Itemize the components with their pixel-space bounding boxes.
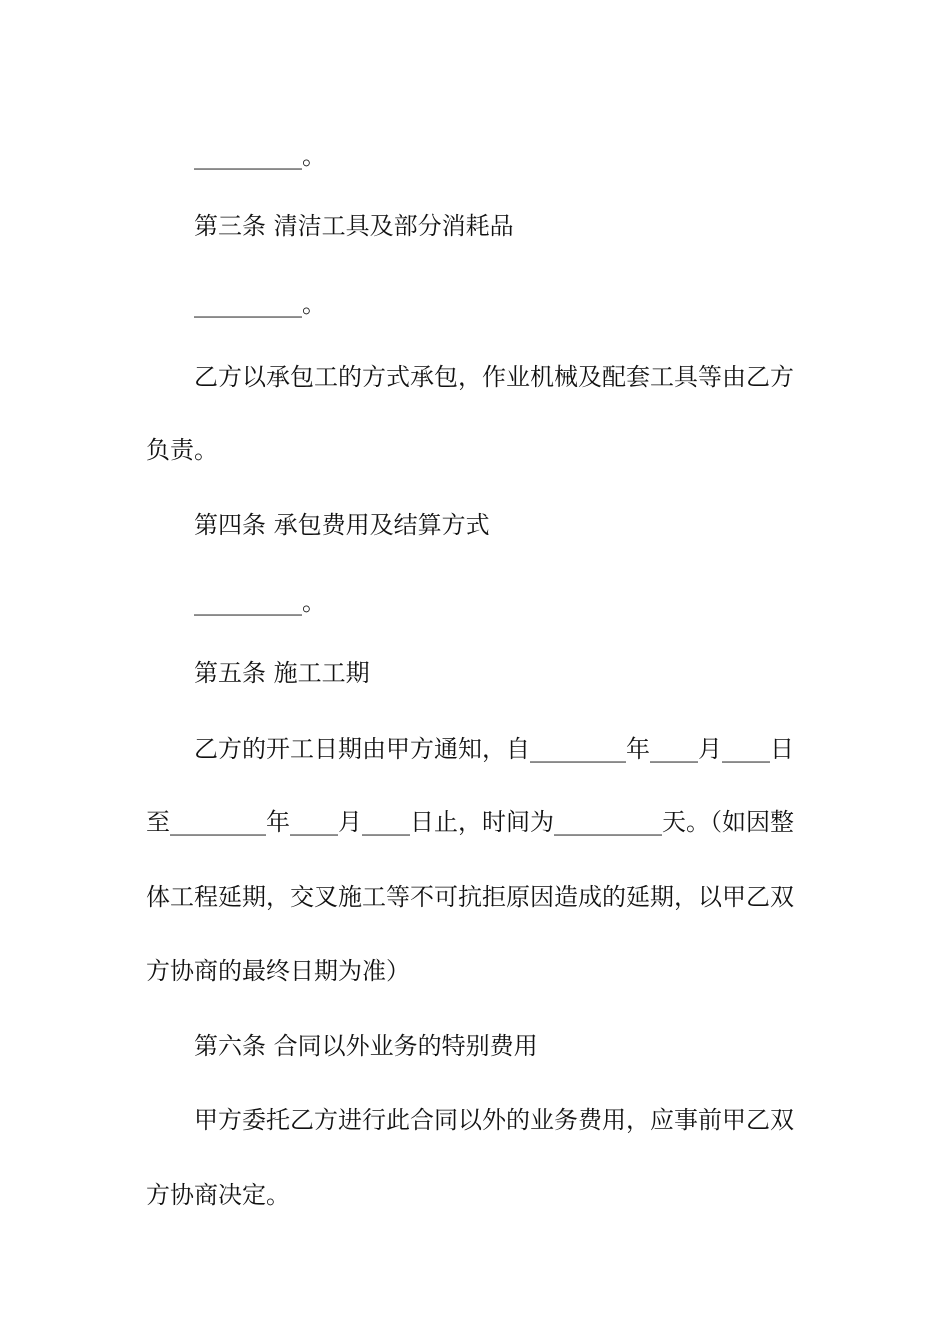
article-3-body-line-2: 负责。 bbox=[146, 436, 218, 464]
blank-line-1: _________。 bbox=[194, 142, 326, 170]
article-5-body-line-2-text: 至________年____月____日止，时间为_________天。（如因整 bbox=[146, 808, 794, 836]
article-5-heading: 第五条 施工工期 bbox=[194, 659, 370, 687]
article-3-heading: 第三条 清洁工具及部分消耗品 bbox=[194, 212, 514, 240]
blank-line-3: _________。 bbox=[194, 588, 326, 616]
article-5-body-line-3 bbox=[146, 885, 804, 909]
article-5-body-line-2 bbox=[146, 810, 804, 834]
article-3-body-line-1 bbox=[194, 365, 804, 389]
article-5-body-line-3-text: 体工程延期，交叉施工等不可抗拒原因造成的延期，以甲乙双 bbox=[146, 883, 794, 911]
article-3-body-line-1-text: 乙方以承包工的方式承包，作业机械及配套工具等由乙方 bbox=[194, 363, 794, 391]
article-6-body-line-1 bbox=[194, 1108, 804, 1132]
article-5-body-line-1-text: 乙方的开工日期由甲方通知，自________年____月____日 bbox=[194, 735, 794, 763]
article-4-heading: 第四条 承包费用及结算方式 bbox=[194, 511, 490, 539]
article-6-body-line-2: 方协商决定。 bbox=[146, 1181, 290, 1209]
article-5-body-line-1 bbox=[194, 737, 804, 761]
article-6-body-line-1-text: 甲方委托乙方进行此合同以外的业务费用，应事前甲乙双 bbox=[194, 1106, 794, 1134]
article-5-body-line-4: 方协商的最终日期为准） bbox=[146, 957, 410, 985]
article-6-heading: 第六条 合同以外业务的特别费用 bbox=[194, 1032, 538, 1060]
blank-line-2: _________。 bbox=[194, 290, 326, 318]
